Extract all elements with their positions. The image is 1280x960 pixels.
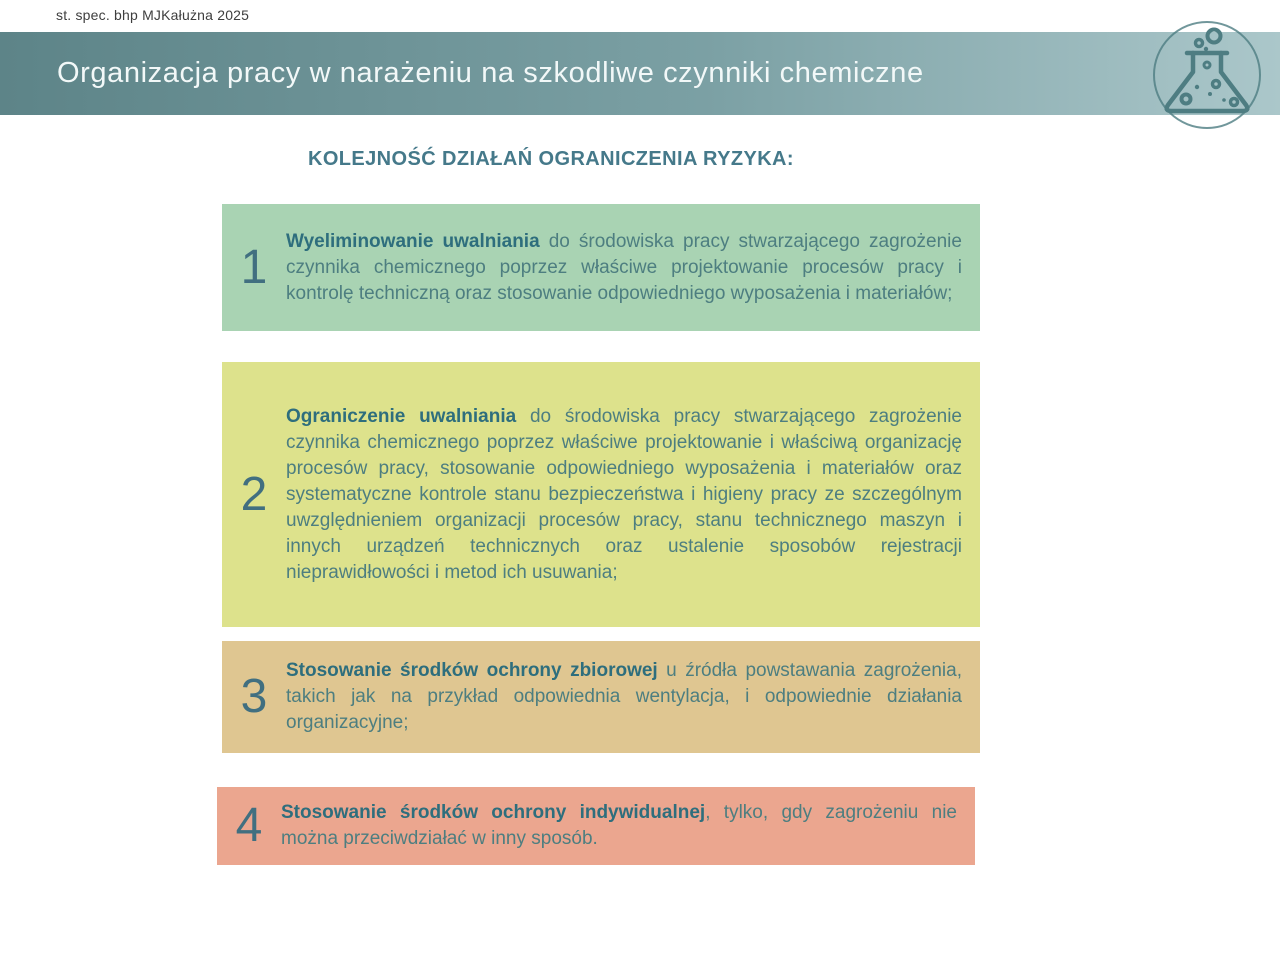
step-lead: Ograniczenie uwalniania: [286, 405, 517, 427]
step-text: [286, 229, 980, 307]
step-text: [286, 658, 980, 736]
step-number: 2: [240, 467, 268, 521]
step-text: [286, 404, 980, 586]
risk-step-4: [217, 787, 975, 865]
section-heading: KOLEJNOŚĆ DZIAŁAŃ OGRANICZENIA RYZYKA:: [308, 148, 794, 170]
risk-step-2: [222, 362, 980, 627]
credit-text: st. spec. bhp MJKałużna 2025: [56, 7, 250, 23]
header-bar: [0, 32, 1280, 115]
step-rest: , tylko, gdy zagrożeniu nie można przeciwdziałać w inny sposób.: [281, 802, 957, 849]
step-rest: do środowiska pracy stwarzającego zagrożenie czynnika chemicznego poprzez właściwe projektowanie procesów pracy i kontrolę techniczną oraz stosowanie odpowiedniego wyposażenia i materiałów;: [286, 230, 962, 304]
risk-step-1: [222, 204, 980, 331]
page-title: Organizacja pracy w narażeniu na szkodliwe czynniki chemiczne: [57, 57, 924, 89]
step-rest: do środowiska pracy stwarzającego zagrożenie czynnika chemicznego poprzez właściwe projektowanie i właściwą organizację procesów pracy, stosowanie odpowiedniego wyposażenia i materiałów oraz systematyczne kontrole stanu bezpieczeństwa i higieny pracy ze szczególnym uwzględnieniem organizacji procesów pracy, stanu technicznego maszyn i innych urządzeń technicznych oraz ustalenie sposobów rejestracji nieprawidłowości i metod ich usuwania;: [286, 405, 962, 583]
step-rest: u źródła powstawania zagrożenia, takich jak na przykład odpowiednia wentylacja, i odpowiednie działania organizacyjne;: [286, 660, 962, 733]
risk-step-3: [222, 641, 980, 753]
step-number: 3: [240, 670, 268, 723]
step-number: 4: [235, 799, 263, 852]
step-text: [281, 800, 975, 852]
step-lead: Stosowanie środków ochrony zbiorowej: [286, 660, 658, 681]
step-lead: Stosowanie środków ochrony indywidualnej: [281, 802, 706, 823]
step-lead: Wyeliminowanie uwalniania: [286, 230, 540, 252]
chemistry-flask-icon: [1152, 20, 1262, 130]
step-number: 1: [240, 240, 268, 294]
